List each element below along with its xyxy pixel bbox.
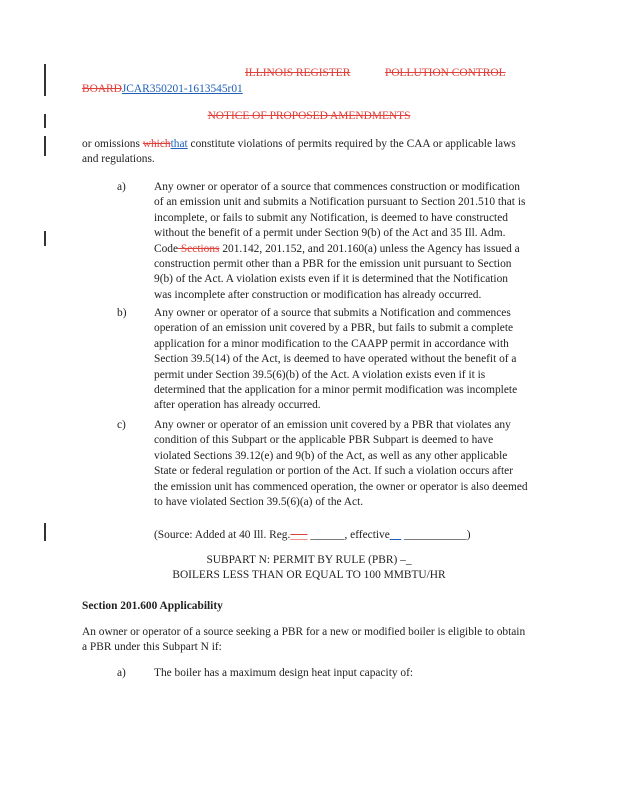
section-heading: Section 201.600 Applicability [82,600,223,612]
para-line: incomplete, or fails to submit any Notification, is deemed to have constructed [154,211,508,224]
item-paragraph-c [154,418,552,510]
board-word-deleted: BOARD [82,83,122,95]
intro-paragraph [82,137,552,168]
sections-deleted: Sections [178,242,220,255]
para-line: Section 39.5(14) of the Act, is deemed to have operated without the benefit of a [154,353,517,366]
para-line: Any owner or operator of a source that submits a Notification and commences [154,307,511,319]
code-word: Code [154,242,179,255]
section-body [82,625,552,656]
para-line: without the benefit of a permit under Section 9(b) of the Act and 35 Ill. Adm. [154,227,506,240]
section-body-line-1: An owner or operator of a source seeking a PBR for a new or modified boiler is eligible to obtain [82,626,526,638]
source-deleted-blank: ___ [290,529,308,541]
intro-line-2: and regulations. [82,153,155,166]
para-line: State or federal regulation or portion of the Act. If such a violation occurs after [154,465,513,478]
para-line: Any owner or operator of an emission unit covered by a PBR that violates any [154,419,511,431]
notice-title [0,109,618,124]
para-line: was incomplete after construction or modification has already occurred. [154,288,482,301]
para-line: determined that the application for a minor permit modification was incomplete [154,384,518,397]
para-line: of an emission unit and submits a Notification pursuant to Section 201.510 that is [154,196,526,209]
source-note-text: (Source: Added at 40 Ill. Reg. [154,529,291,541]
intro-deleted-word: which [142,138,171,150]
code-text: 201.142, 201.152, and 201.160(a) unless the Agency has issued a [219,242,520,255]
change-bar [44,231,46,246]
header-line-2 [82,82,243,97]
para-line [154,242,552,257]
item-paragraph-a [154,180,552,303]
section-item-label: a) [117,667,126,679]
intro-text-cont: constitute violations of permits required by the CAA or applicable laws [187,138,516,150]
para-line: construction permit other than a PBR for the emission unit pursuant to Section [154,258,512,271]
board-title-deleted: POLLUTION CONTROL [385,67,506,79]
change-bar [44,136,46,156]
notice-title-deleted: NOTICE OF PROPOSED AMENDMENTS [207,110,411,122]
para-line: violated Sections 39.12(e) and 9(b) of the Act, as well as any other applicable [154,449,508,462]
para-line: Any owner or operator of a source that commences construction or modification [154,181,520,193]
source-blank: ___________ [401,529,467,541]
section-body-line-2: a PBR under this Subpart N if: [82,641,222,654]
register-title-deleted: ILLINOIS REGISTER [245,67,351,79]
intro-text: or omissions [82,138,143,150]
para-line: operation of an emission unit covered by a PBR, but fails to submit a complete [154,322,514,335]
subpart-heading [0,553,618,584]
para-line: 9(b) of the Act. A violation exists even if it is determined that the Notification [154,273,508,286]
change-bar [44,523,46,541]
para-line: condition of this Subpart or the applicable PBR Subpart is deemed to have [154,434,494,447]
item-label-b: b) [117,307,127,319]
source-close: ) [466,529,471,541]
source-note [154,528,470,543]
source-effective: , effective [344,529,390,541]
para-line: to have violated Section 39.5(6)(a) of the Act. [154,496,364,509]
subpart-underscore: _ [405,554,412,566]
para-line: after operation has already occurred. [154,399,321,412]
item-label-a: a) [117,181,126,193]
item-label-c: c) [117,419,126,431]
subpart-title-line-2: BOILERS LESS THAN OR EQUAL TO 100 MMBTU/HR [172,569,446,582]
change-bar [44,64,46,96]
subpart-title-line-1: SUBPART N: PERMIT BY RULE (PBR) – [206,554,406,566]
item-paragraph-b [154,306,552,414]
source-blank: ______ [307,529,345,541]
para-line: application for a minor modification to the CAAPP permit in accordance with [154,337,509,350]
para-line: permit under Section 39.5(6)(b) of the Act. A violation exists even if it is [154,368,486,381]
para-line: the emission unit has commenced operation, the owner or operator is also deemed [154,480,528,493]
section-item-text: The boiler has a maximum design heat input capacity of: [154,667,414,679]
doc-id-inserted: JCAR350201-1613545r01 [121,83,243,95]
source-inserted-blank: __ [389,529,402,541]
intro-inserted-word: that [170,138,188,150]
